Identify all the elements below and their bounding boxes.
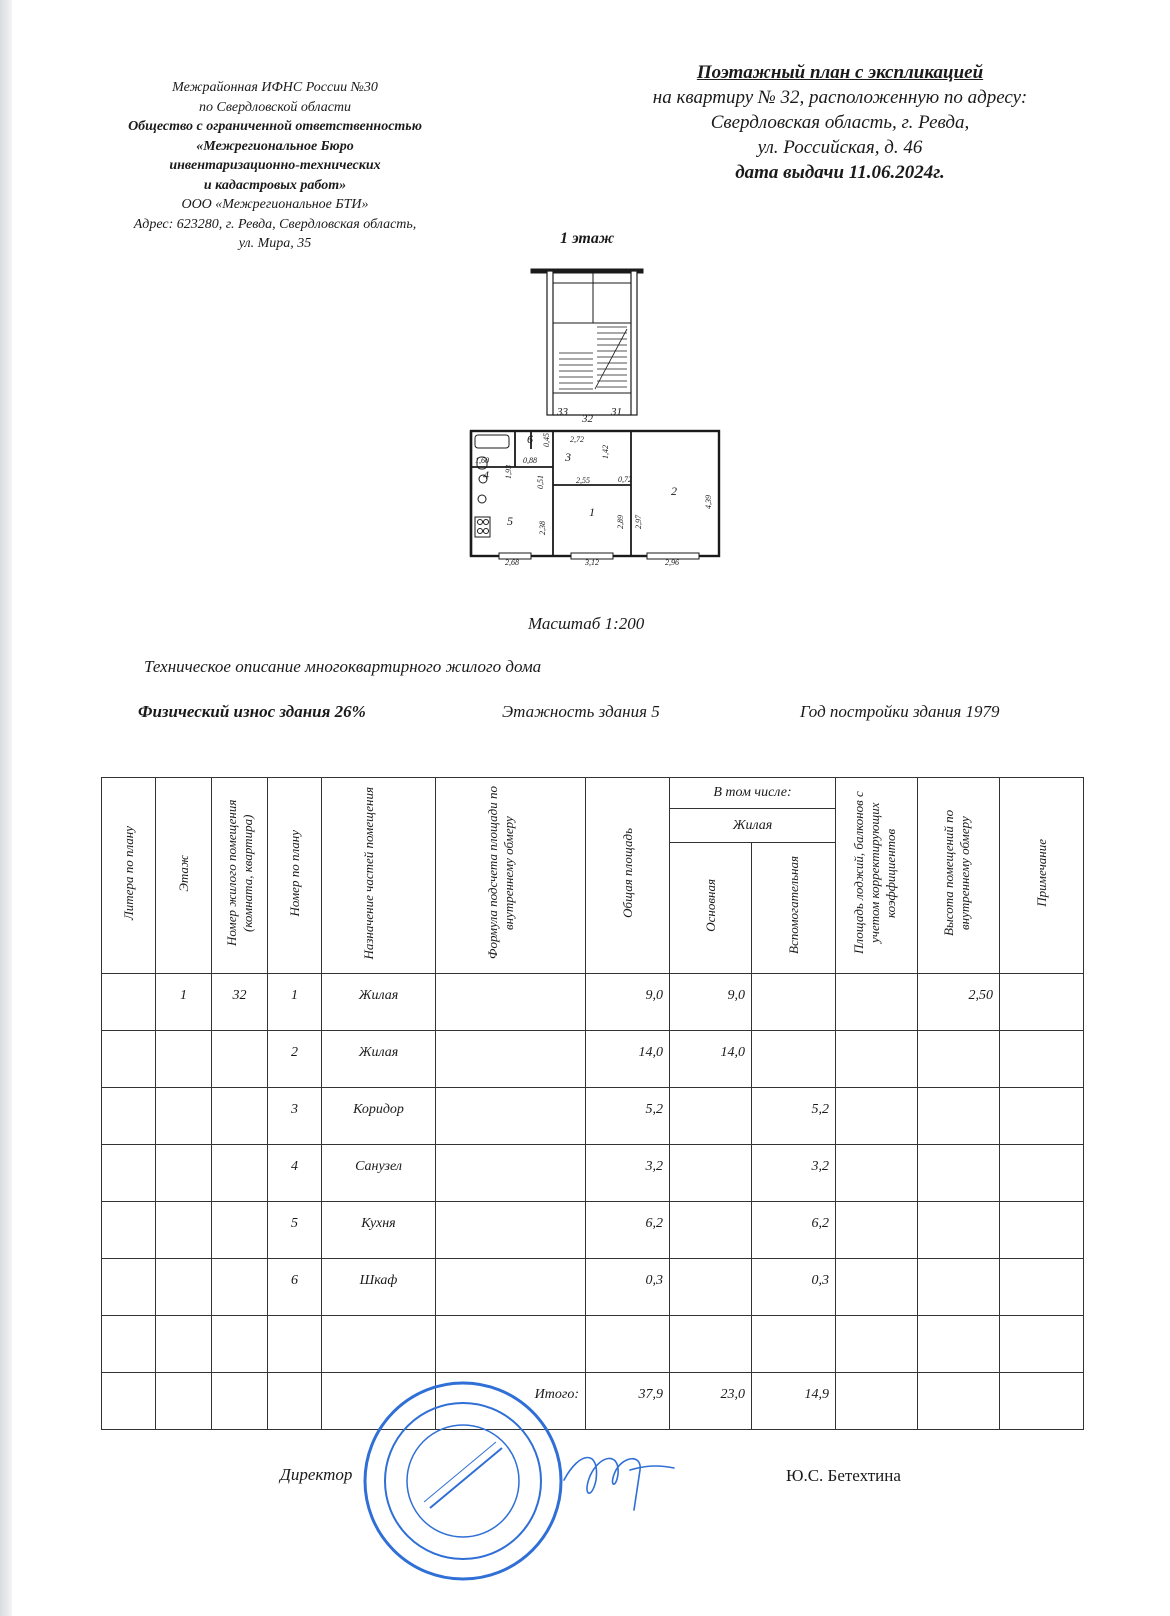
- cell-height: [918, 1259, 1000, 1316]
- cell-formula: [436, 1031, 586, 1088]
- cell-formula: [436, 1088, 586, 1145]
- cell-floor: [156, 1316, 212, 1373]
- cell-litera: [102, 1145, 156, 1202]
- cell-note: [1000, 974, 1084, 1031]
- title-line: Свердловская область, г. Ревда,: [710, 112, 970, 133]
- cell-litera: [102, 1202, 156, 1259]
- cell-height: [918, 1202, 1000, 1259]
- apartment-label-33: 33: [557, 406, 568, 418]
- cell-total: 14,0: [586, 1031, 670, 1088]
- cell-num: 1: [268, 974, 322, 1031]
- header-note: [1000, 778, 1084, 974]
- dimension-label: 1,42: [601, 445, 610, 459]
- cell-note: [1000, 1088, 1084, 1145]
- dimension-label: 0,45: [542, 433, 551, 447]
- cell-aux: [752, 1031, 836, 1088]
- table-row: [102, 974, 1084, 1031]
- cell-formula: [436, 1259, 586, 1316]
- cell-empty: [212, 1373, 268, 1430]
- cell-floor: 1: [156, 974, 212, 1031]
- cell-empty: [268, 1373, 322, 1430]
- cell-litera: [102, 1088, 156, 1145]
- cell-loggia: [836, 1145, 918, 1202]
- header-formula: [436, 778, 586, 974]
- scale-label: Масштаб 1:200: [528, 614, 645, 633]
- header-text: Вспомогательная: [785, 856, 801, 955]
- cell-main: [670, 1316, 752, 1373]
- cell-num: [268, 1316, 322, 1373]
- cell-litera: [102, 1316, 156, 1373]
- cell-floor: [156, 1088, 212, 1145]
- cell-empty: [1000, 1373, 1084, 1430]
- dimension-label: 1,60: [475, 456, 489, 465]
- dimension-label: 2,97: [634, 515, 643, 529]
- cell-height: [918, 1145, 1000, 1202]
- issue-date: дата выдачи 11.06.2024г.: [735, 162, 945, 183]
- director-label: Директор: [280, 1465, 353, 1484]
- title-heading: Поэтажный план с экспликацией: [696, 62, 984, 83]
- dimension-label: 0,72: [618, 475, 632, 484]
- header-floor: [156, 778, 212, 974]
- room-number: 2: [671, 484, 677, 498]
- cell-formula: [436, 1145, 586, 1202]
- cell-aux: 3,2: [752, 1145, 836, 1202]
- kitchen-fixtures: [475, 495, 490, 537]
- room-number: 5: [507, 514, 513, 528]
- dimension-label: 2,96: [665, 558, 679, 567]
- room-number: 6: [527, 432, 533, 446]
- cell-note: [1000, 1145, 1084, 1202]
- cell-formula: [436, 1202, 586, 1259]
- org-line: и кадастровых работ»: [203, 177, 347, 193]
- org-line: Межрайонная ИФНС России №30: [172, 80, 378, 95]
- company-seal: [360, 1378, 566, 1584]
- cell-floor: [156, 1145, 212, 1202]
- total-main: 23,0: [670, 1373, 752, 1430]
- cell-note: [1000, 1031, 1084, 1088]
- cell-total: 6,2: [586, 1202, 670, 1259]
- cell-num: 3: [268, 1088, 322, 1145]
- cell-loggia: [836, 974, 918, 1031]
- cell-apt: [212, 1259, 268, 1316]
- organization-header: [92, 78, 458, 254]
- cell-litera: [102, 1031, 156, 1088]
- total-row: [102, 1373, 1084, 1430]
- total-label: Итого:: [436, 1373, 586, 1430]
- header-text: Площадь лоджий, балконов с учетом корректирующих коэффициентов: [850, 791, 898, 955]
- header-text: Формула подсчета площади по внутреннему обмеру: [484, 786, 516, 960]
- cell-purpose: Жилая: [322, 1031, 436, 1088]
- cell-height: [918, 1031, 1000, 1088]
- cell-aux: 0,3: [752, 1259, 836, 1316]
- header-apt-number: [212, 778, 268, 974]
- header-text: Назначение частей помещения: [360, 786, 376, 960]
- header-height: [918, 778, 1000, 974]
- table-row: [102, 1316, 1084, 1373]
- header-text: Высота помещений по внутреннему обмеру: [940, 809, 972, 937]
- cell-aux: [752, 974, 836, 1031]
- floor-plan: [455, 263, 745, 583]
- apartment-walls: [471, 431, 719, 556]
- cell-total: 9,0: [586, 974, 670, 1031]
- cell-floor: [156, 1259, 212, 1316]
- build-year: Год постройки здания 1979: [800, 702, 1000, 721]
- cell-loggia: [836, 1088, 918, 1145]
- total-aux: 14,9: [752, 1373, 836, 1430]
- room-number: 4: [483, 468, 489, 482]
- header-text: Литера по плану: [120, 825, 136, 920]
- cell-purpose: Санузел: [322, 1145, 436, 1202]
- cell-total: [586, 1316, 670, 1373]
- cell-empty: [918, 1373, 1000, 1430]
- document-title: [590, 60, 1090, 185]
- dimension-label: 1,93: [504, 465, 513, 479]
- cell-aux: 6,2: [752, 1202, 836, 1259]
- header-text: Номер жилого помещения (комната, квартира): [223, 799, 255, 947]
- cell-num: 4: [268, 1145, 322, 1202]
- cell-loggia: [836, 1259, 918, 1316]
- cell-num: 5: [268, 1202, 322, 1259]
- technical-description-heading: Техническое описание многоквартирного жилого дома: [144, 657, 542, 676]
- dimension-label: 2,38: [538, 521, 547, 535]
- cell-purpose: Жилая: [322, 974, 436, 1031]
- table-row: [102, 1145, 1084, 1202]
- signer-name: Ю.С. Бетехтина: [786, 1466, 901, 1485]
- cell-formula: [436, 1316, 586, 1373]
- dimension-label: 2,68: [505, 558, 519, 567]
- cell-height: [918, 1088, 1000, 1145]
- room-number: 3: [565, 450, 571, 464]
- cell-total: 5,2: [586, 1088, 670, 1145]
- cell-total: 3,2: [586, 1145, 670, 1202]
- cell-apt: [212, 1031, 268, 1088]
- total-area: 37,9: [586, 1373, 670, 1430]
- org-line: по Свердловской области: [198, 99, 352, 115]
- header-text: Номер по плану: [286, 829, 302, 917]
- building-floors: Этажность здания 5: [502, 702, 660, 721]
- cell-aux: 5,2: [752, 1088, 836, 1145]
- table-row: [102, 1031, 1084, 1088]
- header-loggia: [836, 778, 918, 974]
- cell-empty: [156, 1373, 212, 1430]
- header-text: Основная: [702, 879, 718, 932]
- cell-main: 9,0: [670, 974, 752, 1031]
- dimension-label: 2,89: [616, 515, 625, 529]
- apartment-label-32: 32: [582, 413, 593, 425]
- cell-empty: [102, 1373, 156, 1430]
- header-purpose: [322, 778, 436, 974]
- cell-main: [670, 1202, 752, 1259]
- cell-num: 2: [268, 1031, 322, 1088]
- header-text: Общая площадь: [619, 828, 635, 918]
- handwritten-signature: [560, 1440, 680, 1520]
- org-line: Общество с ограниченной ответственностью: [128, 119, 422, 134]
- physical-wear: [138, 702, 366, 722]
- cell-apt: [212, 1088, 268, 1145]
- dimension-label: 2,55: [576, 476, 590, 485]
- cell-loggia: [836, 1202, 918, 1259]
- cell-litera: [102, 1259, 156, 1316]
- header-main: [670, 842, 752, 973]
- cell-apt: 32: [212, 974, 268, 1031]
- cell-aux: [752, 1316, 836, 1373]
- dimension-label: 2,72: [570, 435, 584, 444]
- paper-edge: [0, 0, 12, 1616]
- cell-purpose: Шкаф: [322, 1259, 436, 1316]
- cell-note: [1000, 1316, 1084, 1373]
- cell-height: [918, 1316, 1000, 1373]
- dimension-label: 0,51: [536, 475, 545, 489]
- title-line: ул. Российская, д. 46: [757, 137, 923, 158]
- cell-floor: [156, 1031, 212, 1088]
- cell-height: 2,50: [918, 974, 1000, 1031]
- header-aux: [752, 842, 836, 973]
- cell-apt: [212, 1202, 268, 1259]
- header-text: Примечание: [1033, 839, 1049, 907]
- table-row: [102, 1202, 1084, 1259]
- cell-num: 6: [268, 1259, 322, 1316]
- cell-main: [670, 1088, 752, 1145]
- cell-main: 14,0: [670, 1031, 752, 1088]
- dimension-label: 4,39: [704, 495, 713, 509]
- room-number: 1: [589, 505, 595, 519]
- stairwell: [531, 269, 643, 415]
- header-including: В том числе:: [670, 778, 836, 809]
- header-plan-number: [268, 778, 322, 974]
- cell-apt: [212, 1145, 268, 1202]
- header-total-area: [586, 778, 670, 974]
- cell-note: [1000, 1259, 1084, 1316]
- floor-label: 1 этаж: [560, 230, 615, 247]
- cell-litera: [102, 974, 156, 1031]
- header-living: Жилая: [670, 809, 836, 843]
- apartment-label-31: 31: [611, 406, 622, 418]
- cell-purpose: Кухня: [322, 1202, 436, 1259]
- cell-total: 0,3: [586, 1259, 670, 1316]
- physical-wear-text: Физический износ здания 26%: [138, 702, 366, 721]
- cell-loggia: [836, 1031, 918, 1088]
- cell-main: [670, 1145, 752, 1202]
- org-line: ООО «Межрегиональное БТИ»: [181, 197, 369, 212]
- cell-apt: [212, 1316, 268, 1373]
- cell-main: [670, 1259, 752, 1316]
- dimension-label: 0,88: [523, 456, 537, 465]
- title-line: на квартиру № 32, расположенную по адресу:: [652, 87, 1028, 108]
- org-address: ул. Мира, 35: [238, 236, 312, 251]
- cell-purpose: [322, 1316, 436, 1373]
- table-row: [102, 1088, 1084, 1145]
- explication-table: [101, 777, 1084, 1430]
- cell-purpose: Коридор: [322, 1088, 436, 1145]
- cell-empty: [836, 1373, 918, 1430]
- cell-formula: [436, 974, 586, 1031]
- org-address: Адрес: 623280, г. Ревда, Свердловская область,: [133, 216, 417, 232]
- header-text: Этаж: [175, 854, 191, 892]
- org-line: «Межрегиональное Бюро: [196, 138, 354, 154]
- header-litera: [102, 778, 156, 974]
- cell-note: [1000, 1202, 1084, 1259]
- dimension-label: 3,12: [585, 558, 599, 567]
- cell-floor: [156, 1202, 212, 1259]
- cell-loggia: [836, 1316, 918, 1373]
- table-row: [102, 1259, 1084, 1316]
- org-line: инвентаризационно-технических: [169, 158, 381, 173]
